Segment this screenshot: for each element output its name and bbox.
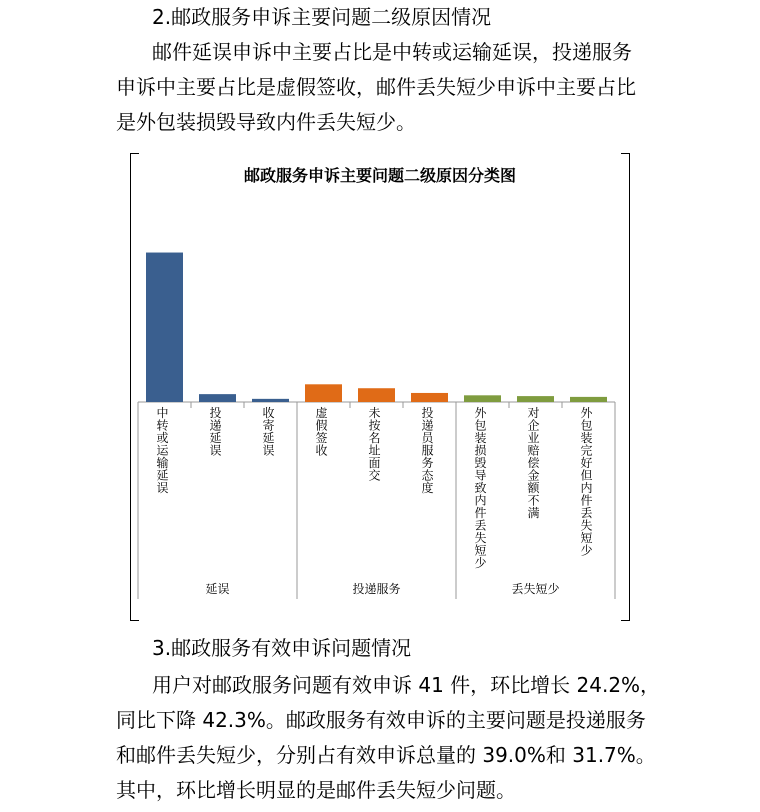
category-label: 未按名址面交 — [368, 406, 381, 483]
bar — [464, 395, 501, 402]
category-label: 对企业赔偿金额不满 — [527, 406, 540, 520]
paragraph-line: 申诉中主要占比是虚假签收，邮件丢失短少申诉中主要占比 — [116, 75, 636, 99]
bar — [517, 396, 554, 402]
bar — [411, 393, 448, 402]
paragraph-line: 其中，环比增长明显的是邮件丢失短少问题。 — [116, 778, 516, 802]
paragraph-line: 用户对邮政服务问题有效申诉 41 件，环比增长 24.2%， — [152, 673, 661, 697]
bar — [358, 388, 395, 402]
bar — [199, 394, 236, 402]
chart-title: 邮政服务申诉主要问题二级原因分类图 — [243, 166, 516, 185]
chart-container — [130, 153, 630, 621]
bar — [252, 399, 289, 402]
category-label: 虚假签收 — [315, 406, 328, 458]
group-label: 延误 — [205, 582, 230, 596]
category-label: 中转或运输延误 — [156, 406, 169, 495]
category-label: 投递延误 — [209, 406, 222, 458]
bar — [305, 384, 342, 402]
category-label: 外包装损毁导致内件丢失短少 — [474, 406, 487, 570]
section-heading-2: 2.邮政服务申诉主要问题二级原因情况 — [152, 5, 492, 29]
paragraph-line: 是外包装损毁导致内件丢失短少。 — [116, 110, 416, 134]
bar — [146, 253, 183, 402]
group-label: 丢失短少 — [511, 582, 560, 596]
paragraph-line: 邮件延误申诉中主要占比是中转或运输延误，投递服务 — [152, 40, 632, 64]
section-heading-3: 3.邮政服务有效申诉问题情况 — [152, 636, 412, 660]
paragraph-line: 和邮件丢失短少，分别占有效申诉总量的 39.0%和 31.7%。 — [116, 743, 656, 767]
bar-chart — [130, 153, 630, 621]
category-label: 投递员服务态度 — [421, 406, 434, 495]
bar — [570, 397, 607, 402]
category-label: 收寄延误 — [262, 406, 275, 458]
category-label: 外包装完好但内件丢失短少 — [580, 406, 593, 558]
paragraph-line: 同比下降 42.3%。邮政服务有效申诉的主要问题是投递服务 — [116, 708, 646, 732]
group-label: 投递服务 — [352, 582, 401, 596]
